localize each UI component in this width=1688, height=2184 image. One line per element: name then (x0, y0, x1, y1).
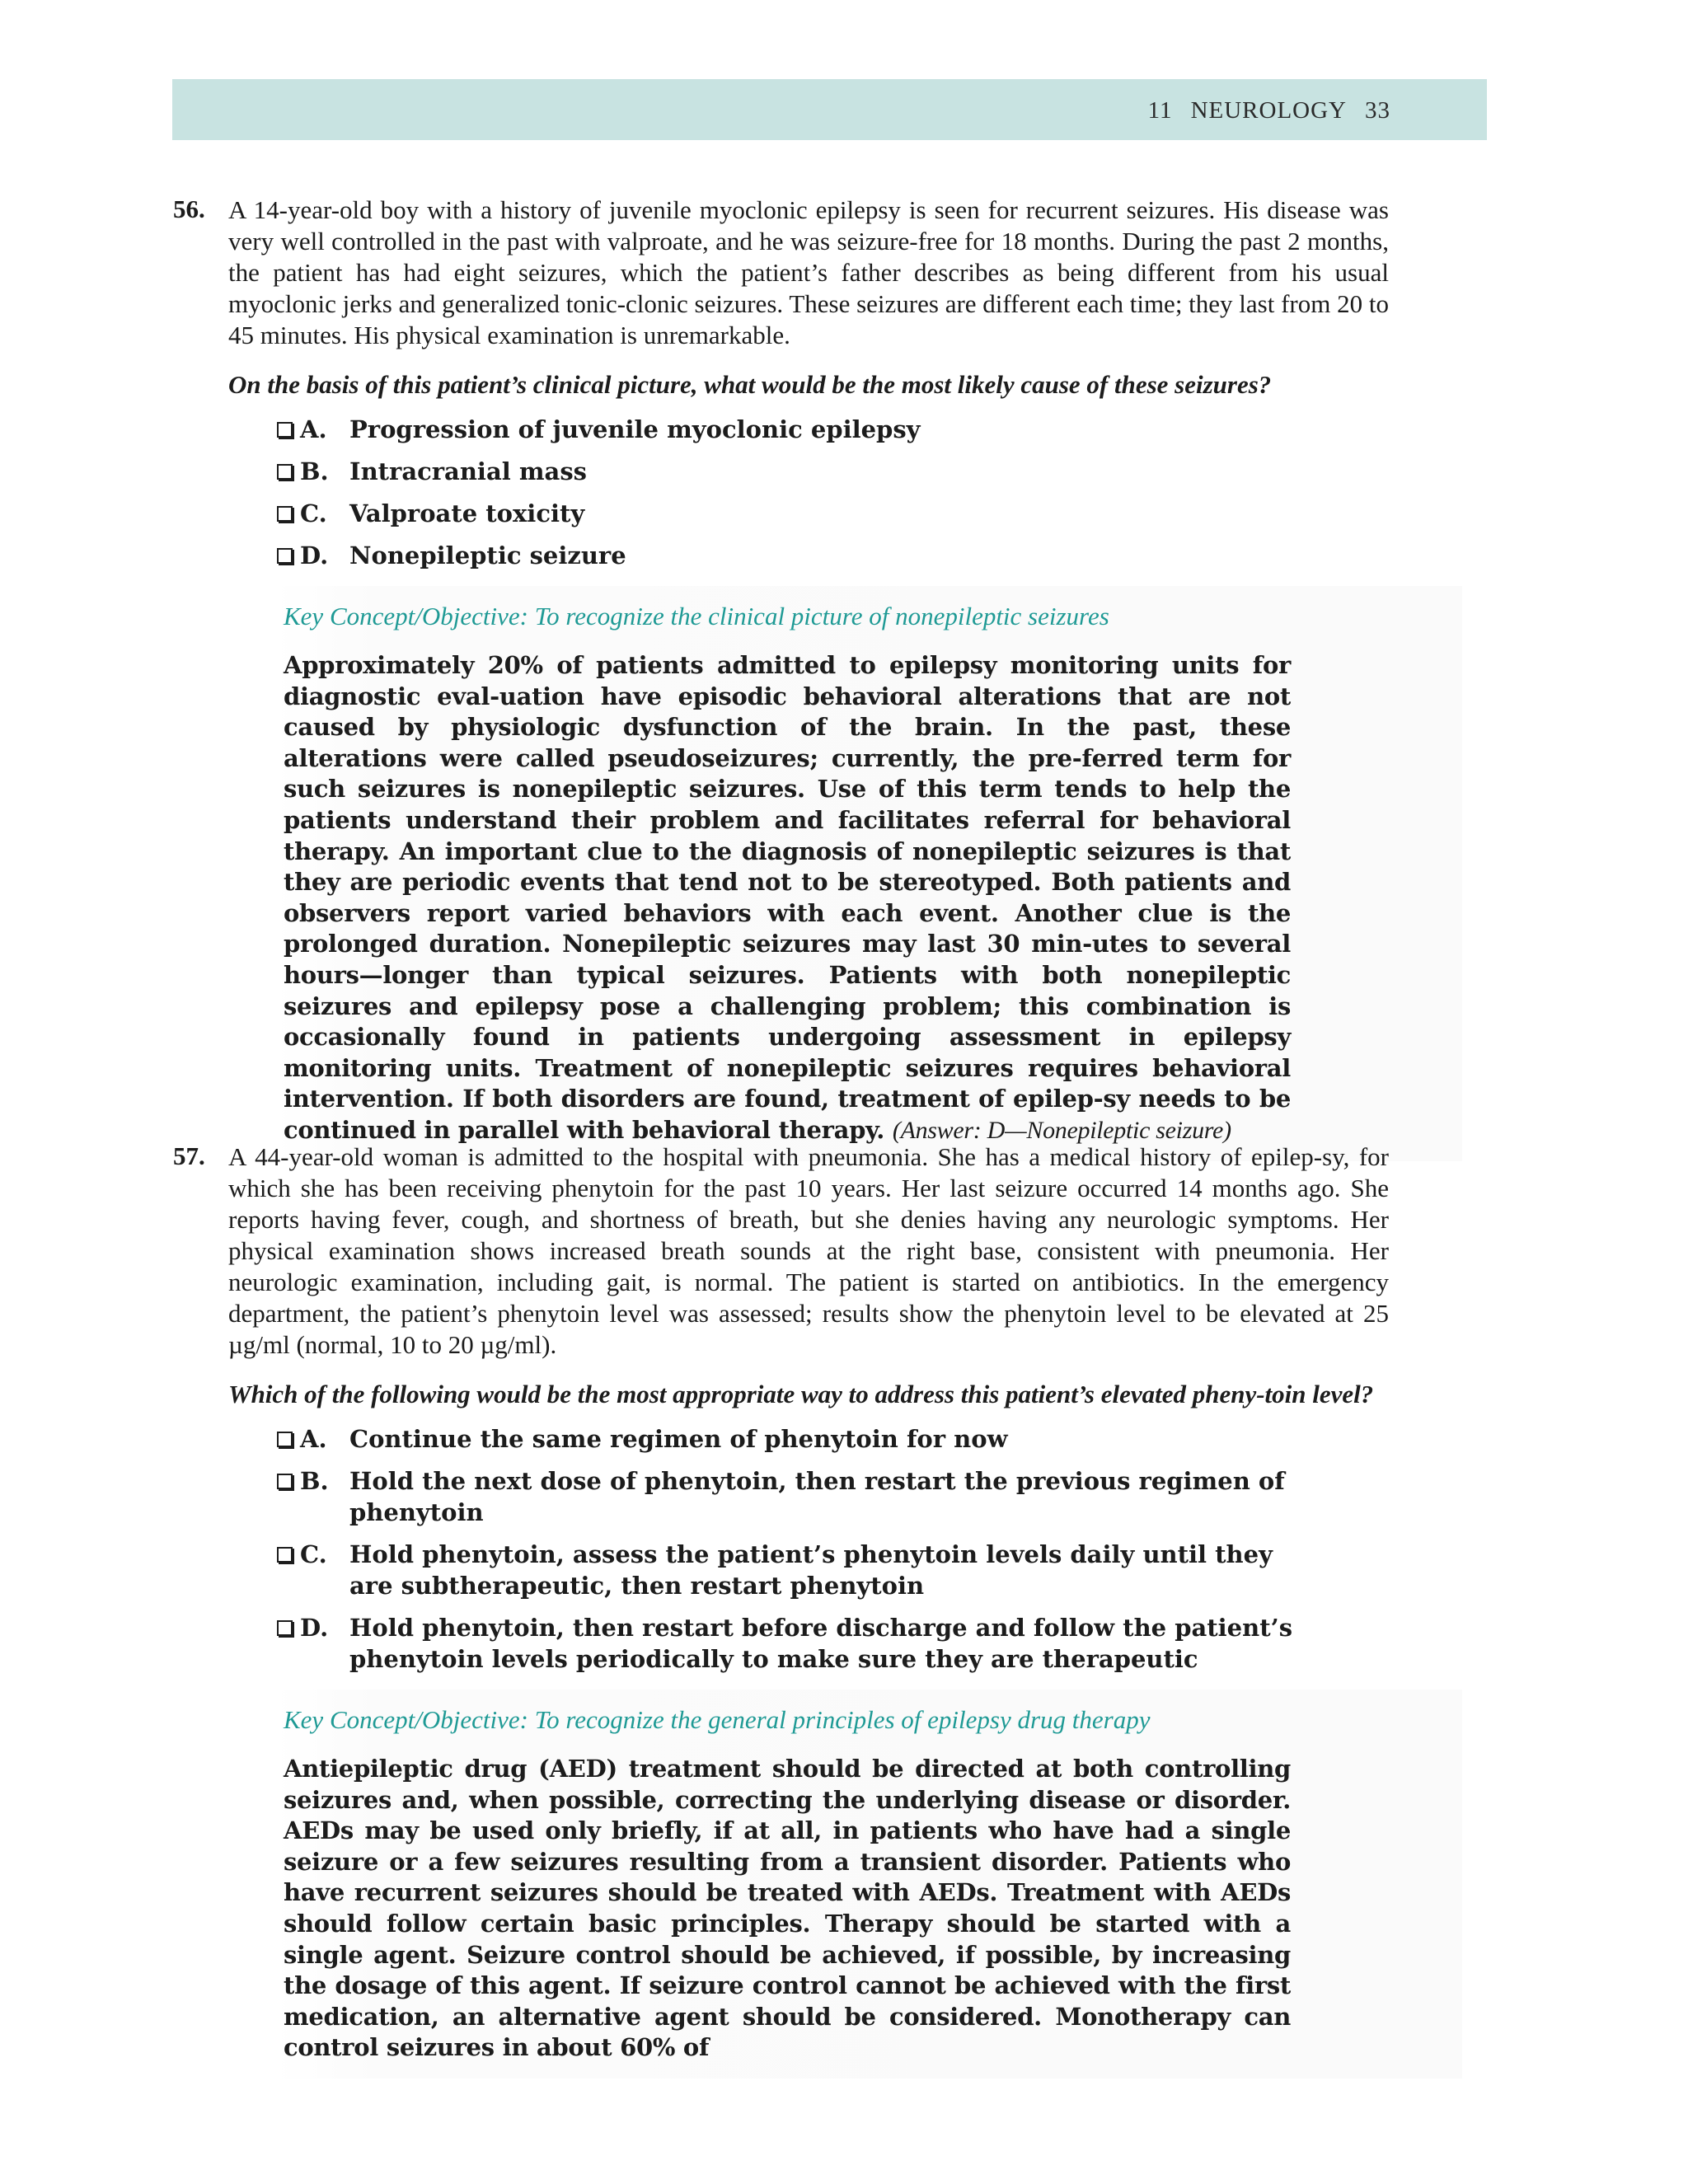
question-number: 57. (173, 1141, 205, 1170)
option-letter: A. (300, 1425, 327, 1453)
explanation (284, 650, 1291, 1146)
option-letter: A. (300, 415, 327, 443)
answer-options (275, 414, 1389, 571)
checkbox-icon[interactable] (277, 422, 293, 438)
option-text: Valproate toxicity (349, 499, 585, 527)
answer-options (275, 1423, 1389, 1675)
header-text (1148, 97, 1390, 124)
checkbox-icon[interactable] (277, 548, 293, 564)
running-header (172, 79, 1487, 140)
option-c[interactable] (275, 1539, 1297, 1601)
explanation-text: Antiepileptic drug (AED) treatment should be directed at both controlling seizures and, when possible, correcting the underlying disease or disorder. AEDs may be used only briefly, if at all, in patients who have had a single seizure or a few seizures resulting from a transient disorder. Patients who have recurrent seizures should be treated with AEDs. Treatment with AEDs should follow certain basic principles. Therapy should be started with a single agent. Seizure control should be achieved, if possible, by increasing the dosage of this agent. If seizure control cannot be achieved with the first medication, an alternative agent should be considered. Monotherapy can control seizures in about 60% of (284, 1755, 1291, 2062)
option-text: Hold the next dose of phenytoin, then restart the previous regimen of phenytoin (349, 1467, 1285, 1526)
option-text: Hold phenytoin, assess the patient’s phenytoin levels daily until they are subtherapeutic, then restart phenytoin (349, 1540, 1273, 1600)
checkbox-icon[interactable] (277, 1474, 293, 1489)
answer-panel (275, 586, 1462, 1161)
question-56 (173, 194, 1389, 1161)
answer-panel (275, 1690, 1462, 2079)
option-text: Progression of juvenile myoclonic epilepsy (349, 415, 921, 443)
option-text: Intracranial mass (349, 457, 587, 485)
question-prompt: On the basis of this patient’s clinical picture, what would be the most likely cause of these seizures? (228, 370, 1272, 399)
checkbox-icon[interactable] (277, 1432, 293, 1447)
answer-text: (Answer: D—Nonepileptic seizure) (892, 1116, 1231, 1144)
option-letter: C. (300, 499, 327, 527)
option-letter: C. (300, 1540, 327, 1568)
option-letter: D. (300, 1614, 329, 1642)
explanation-text: Approximately 20% of patients admitted to epilepsy monitoring units for diagnostic eval-uation have episodic behavioral alterations that are not caused by physiologic dysfunction of the brain. In the past, these alterations were called pseudoseizures; currently, the pre-ferred term for such seizures is nonepileptic seizures. Use of this term tends to help the patients understand their problem and facilitates referral for behavioral therapy. An important clue to the diagnosis of nonepileptic seizures is that they are periodic events that tend not to be stereotyped. Both patients and observers report varied behaviors with each event. Another clue is the prolonged duration. Nonepileptic seizures may last 30 min-utes to several hours—longer than typical seizures. Patients with both nonepileptic seizures and epilepsy pose a challenging problem; this combination is occasionally found in patients undergoing assessment in epilepsy monitoring units. Treatment of nonepileptic seizures requires behavioral intervention. If both disorders are found, treatment of epilep-sy needs to be continued in parallel with behavioral therapy. (284, 651, 1291, 1144)
option-text: Hold phenytoin, then restart before discharge and follow the patient’s phenytoin levels periodically to make sure they are therapeutic (349, 1614, 1293, 1673)
checkbox-icon[interactable] (277, 1620, 293, 1636)
option-d[interactable] (275, 1612, 1297, 1675)
option-c[interactable] (275, 498, 1297, 529)
option-letter: B. (300, 1467, 329, 1495)
option-d[interactable] (275, 540, 1297, 571)
option-a[interactable] (275, 1423, 1297, 1455)
key-concept: Key Concept/Objective: To recognize the general principles of epilepsy drug therapy (284, 1705, 1151, 1734)
checkbox-icon[interactable] (277, 506, 293, 522)
question-stem: A 44-year-old woman is admitted to the hospital with pneumonia. She has a medical history of epilep-sy, for which she has been receiving phenytoin for the past 10 years. Her last seizure occurred 14 months ago. She reports having fever, cough, and shortness of breath, but she denies having any neurologic symptoms. Her physical examination shows increased breath sounds at the right base, consistent with pneumonia. Her neurologic examination, including gait, is normal. The patient is started on antibiotics. In the emergency department, the patient’s phenytoin level was assessed; results show the phenytoin level to be elevated at 25 µg/ml (normal, 10 to 20 µg/ml). (228, 1142, 1389, 1359)
option-text: Nonepileptic seizure (349, 541, 626, 569)
chapter-number: 11 (1147, 97, 1173, 124)
option-letter: B. (300, 457, 329, 485)
explanation (284, 1754, 1291, 2064)
option-a[interactable] (275, 414, 1297, 445)
option-b[interactable] (275, 1465, 1297, 1528)
option-text: Continue the same regimen of phenytoin for now (349, 1425, 1008, 1453)
question-stem: A 14-year-old boy with a history of juvenile myoclonic epilepsy is seen for recurrent seizures. His disease was very well controlled in the past with valproate, and he was seizure-free for 18 months. During the past 2 months, the patient has had eight seizures, which the patient’s father describes as being different from his usual myoclonic jerks and generalized tonic-clonic seizures. These seizures are different each time; they last from 20 to 45 minutes. His physical examination is unremarkable. (228, 195, 1389, 349)
chapter-title: NEUROLOGY (1190, 97, 1347, 124)
question-prompt: Which of the following would be the most appropriate way to address this patient’s elevated pheny-toin level? (228, 1380, 1374, 1408)
checkbox-icon[interactable] (277, 1547, 293, 1563)
question-57 (173, 1141, 1389, 2079)
checkbox-icon[interactable] (277, 464, 293, 480)
option-b[interactable] (275, 456, 1297, 487)
key-concept: Key Concept/Objective: To recognize the clinical picture of nonepileptic seizures (284, 602, 1109, 630)
question-number: 56. (173, 194, 205, 223)
page-number: 33 (1365, 97, 1390, 124)
option-letter: D. (300, 541, 329, 569)
